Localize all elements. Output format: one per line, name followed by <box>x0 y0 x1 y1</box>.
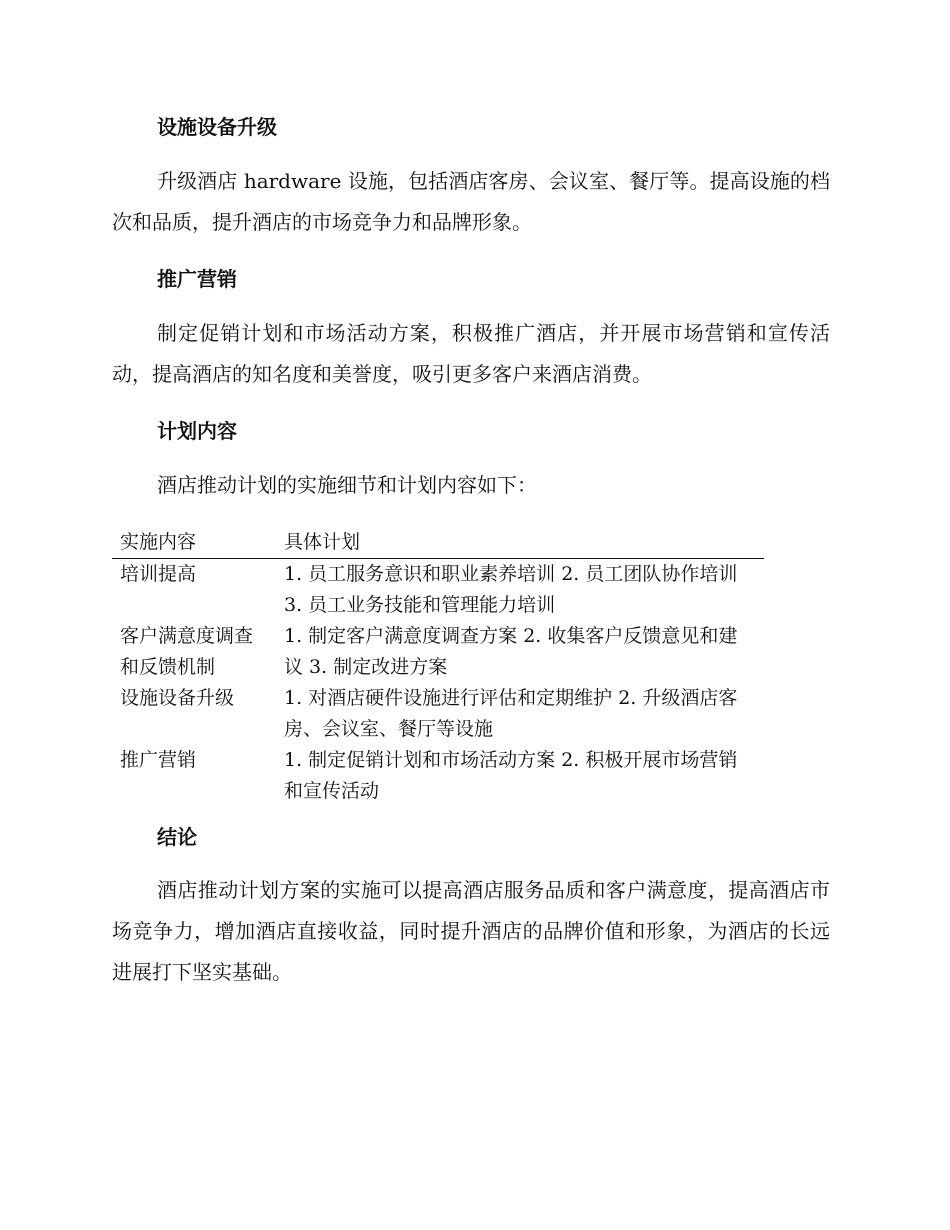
table-cell-item: 推广营销 <box>120 749 197 771</box>
section-heading-facilities: 设施设备升级 <box>157 115 277 139</box>
table-row <box>112 621 764 683</box>
paragraph-plan-intro: 酒店推动计划的实施细节和计划内容如下： <box>157 473 537 497</box>
section-heading-marketing: 推广营销 <box>157 267 237 291</box>
table-cell-plan: 1. 员工服务意识和职业素养培训 2. 员工团队协作培训 3. 员工业务技能和管理能力培训 <box>284 563 738 616</box>
table-cell-item: 设施设备升级 <box>120 687 235 709</box>
table-cell-plan: 1. 对酒店硬件设施进行评估和定期维护 2. 升级酒店客房、会议室、餐厅等设施 <box>284 687 738 740</box>
plan-table <box>112 527 764 807</box>
table-cell-plan: 1. 制定促销计划和市场活动方案 2. 积极开展市场营销和宣传活动 <box>284 749 738 802</box>
table-cell-item: 培训提高 <box>120 563 197 585</box>
table-row <box>112 683 764 745</box>
paragraph-marketing: 制定促销计划和市场活动方案，积极推广酒店，并开展市场营销和宣传活动，提高酒店的知名度和美誉度，吸引更多客户来酒店消费。 <box>112 321 830 386</box>
table-header-item: 实施内容 <box>112 527 276 559</box>
table-row <box>112 745 764 807</box>
section-heading-plan: 计划内容 <box>157 419 237 443</box>
table-cell-plan: 1. 制定客户满意度调查方案 2. 收集客户反馈意见和建议 3. 制定改进方案 <box>284 625 738 678</box>
table-cell-item: 客户满意度调查和反馈机制 <box>120 625 254 678</box>
paragraph-conclusion: 酒店推动计划方案的实施可以提高酒店服务品质和客户满意度，提高酒店市场竞争力，增加酒店直接收益，同时提升酒店的品牌价值和形象，为酒店的长远进展打下坚实基础。 <box>112 878 830 984</box>
section-heading-conclusion: 结论 <box>157 825 197 849</box>
table-header-plan: 具体计划 <box>276 527 764 559</box>
table-header-row <box>112 527 764 559</box>
paragraph-facilities: 升级酒店 hardware 设施，包括酒店客房、会议室、餐厅等。提高设施的档次和品质，提升酒店的市场竞争力和品牌形象。 <box>112 169 830 234</box>
table-row <box>112 559 764 622</box>
